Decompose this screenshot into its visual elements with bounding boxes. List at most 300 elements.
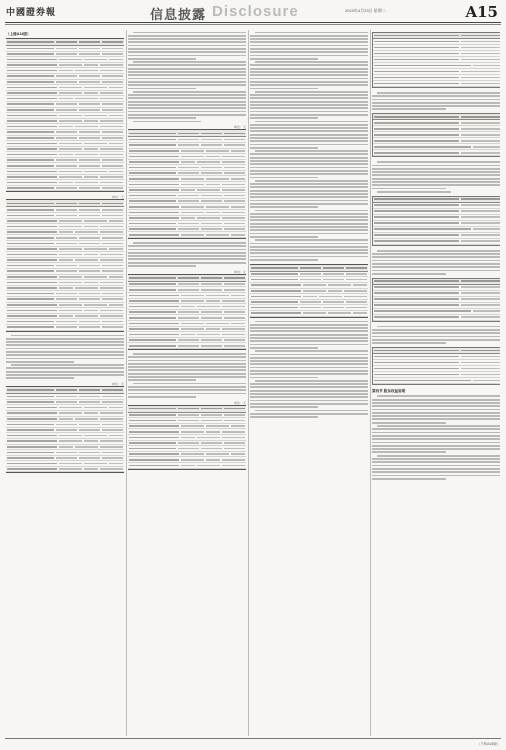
table-cell: [59, 310, 82, 312]
table-cell: [7, 120, 57, 122]
text-line: [372, 342, 446, 344]
text-line: [250, 416, 318, 418]
table-cell: [201, 228, 222, 230]
table-cell: [222, 437, 245, 439]
table-cell: [7, 282, 57, 284]
table-cell: [224, 228, 245, 230]
text-line: [372, 405, 500, 407]
newspaper-logo: 中國證券報: [6, 8, 57, 18]
table-cell: [201, 167, 222, 169]
table-cell: [7, 298, 54, 300]
text-line: [128, 373, 246, 375]
table-cell: [300, 301, 321, 303]
table-cell: [56, 215, 77, 217]
table-cell: [84, 92, 98, 94]
table-cell: [222, 431, 245, 433]
header-cell: [374, 350, 459, 352]
table-cell: [178, 345, 199, 347]
header-cell: [56, 203, 77, 205]
table-row: [6, 186, 124, 192]
table-header: [250, 265, 368, 272]
table-cell: [353, 312, 367, 314]
text-line: [128, 262, 246, 264]
text-line: [372, 432, 500, 434]
text-line: [11, 335, 124, 337]
table-cell: [100, 120, 123, 122]
text-line: [250, 58, 318, 60]
header-cell: [374, 35, 459, 37]
text-line: [372, 409, 500, 411]
table-cell: [102, 103, 123, 105]
table-cell: [79, 165, 100, 167]
header-cell: [461, 35, 500, 37]
text-line: [377, 425, 500, 427]
table-cell: [84, 282, 98, 284]
table-cell: [7, 231, 57, 233]
table-cell: [251, 273, 298, 275]
table-cell: [231, 234, 245, 236]
table-cell: [461, 134, 500, 136]
table-cell: [84, 407, 107, 409]
table-cell: [251, 290, 301, 292]
table-cell: [84, 304, 107, 306]
text-line: [128, 45, 246, 47]
text-line: [255, 410, 368, 412]
table-cell: [201, 420, 222, 422]
table-cell: [346, 301, 367, 303]
table-cell: [84, 59, 107, 61]
table-cell: [7, 75, 54, 77]
table-cell: [222, 459, 245, 461]
table-cell: [300, 279, 321, 281]
table-cell: [374, 298, 459, 300]
table-cell: [56, 265, 77, 267]
table-cell: [100, 226, 123, 228]
table-cell: [102, 401, 123, 403]
header-cell: [56, 41, 77, 43]
info-table: [372, 113, 500, 157]
table-cell: [56, 424, 77, 426]
text-line: [250, 363, 368, 365]
table-cell: [79, 452, 100, 454]
table-cell: [102, 243, 123, 245]
table-cell: [56, 396, 77, 398]
table-cell: [102, 265, 123, 267]
table-cell: [59, 463, 82, 465]
table-cell: [181, 459, 204, 461]
table-cell: [109, 115, 123, 117]
text-line: [250, 393, 368, 395]
financial-table: [250, 264, 368, 318]
table-cell: [84, 220, 107, 222]
text-line: [255, 350, 368, 352]
text-line: [128, 379, 196, 381]
text-line: [255, 91, 368, 93]
text-line: [250, 68, 368, 70]
table-cell: [201, 289, 222, 291]
table-cell: [323, 307, 344, 309]
text-line: [250, 390, 368, 392]
table-cell: [7, 429, 54, 431]
text-line: [250, 236, 318, 238]
text-line: [128, 35, 246, 37]
table-cell: [59, 115, 82, 117]
table-cell: [178, 167, 199, 169]
table-cell: [461, 286, 500, 288]
table-row: [128, 463, 246, 469]
table-cell: [344, 290, 367, 292]
text-line: [372, 418, 500, 420]
table-cell: [56, 298, 77, 300]
table-cell: [59, 126, 73, 128]
table-cell: [181, 206, 204, 208]
table-cell: [100, 412, 123, 414]
table-cell: [7, 115, 57, 117]
table-cell: [109, 276, 123, 278]
table-cell: [7, 103, 54, 105]
header-cell: [461, 198, 500, 200]
table-cell: [328, 290, 342, 292]
table-cell: [222, 184, 245, 186]
table-cell: [75, 315, 98, 317]
table-cell: [109, 407, 123, 409]
table-cell: [100, 92, 123, 94]
text-line: [255, 150, 368, 152]
text-line: [128, 114, 246, 116]
table-cell: [75, 70, 98, 72]
text-line: [128, 389, 246, 391]
table-cell: [197, 437, 220, 439]
table-cell: [7, 468, 57, 470]
text-line: [250, 117, 318, 119]
table-cell: [102, 396, 123, 398]
table-cell: [461, 59, 500, 61]
table-cell: [129, 234, 179, 236]
table-cell: [56, 270, 77, 272]
text-line: [128, 55, 246, 57]
table-cell: [100, 259, 123, 261]
text-line: [372, 102, 500, 104]
table-cell: [59, 87, 82, 89]
table-cell: [129, 420, 176, 422]
table-cell: [102, 452, 123, 454]
table-cell: [7, 452, 54, 454]
unit-note: 单位：元: [111, 382, 124, 387]
table-cell: [374, 204, 459, 206]
table-cell: [59, 226, 82, 228]
text-line: [250, 193, 368, 195]
table-cell: [79, 293, 100, 295]
table-cell: [56, 75, 77, 77]
table-cell: [224, 442, 245, 444]
text-line: [372, 458, 500, 460]
table-cell: [231, 178, 245, 180]
table-cell: [461, 128, 500, 130]
table-cell: [7, 287, 57, 289]
table-cell: [109, 220, 123, 222]
table-cell: [59, 154, 73, 156]
table-cell: [181, 334, 195, 336]
table-cell: [7, 209, 54, 211]
table-cell: [59, 254, 82, 256]
table-cell: [129, 172, 176, 174]
table-cell: [7, 165, 54, 167]
table-cell: [206, 184, 220, 186]
header-cell: [201, 408, 222, 410]
text-line: [250, 38, 368, 40]
text-line: [255, 239, 368, 241]
table-cell: [7, 98, 57, 100]
table-cell: [7, 412, 57, 414]
table-cell: [231, 206, 245, 208]
table-cell: [56, 237, 77, 239]
column-divider: [370, 30, 371, 736]
table-cell: [181, 306, 195, 308]
table-cell: [59, 259, 73, 261]
table-cell: [178, 223, 199, 225]
text-line: [128, 41, 246, 43]
text-line: [250, 377, 318, 379]
table-cell: [102, 457, 123, 459]
text-line: [128, 74, 246, 76]
body-text: [372, 161, 500, 192]
table-cell: [79, 429, 100, 431]
table-cell: [7, 81, 54, 83]
text-line: [250, 223, 368, 225]
text-line: [250, 163, 368, 165]
table-cell: [181, 465, 195, 467]
table-cell: [181, 425, 204, 427]
table-cell: [79, 159, 100, 161]
table-cell: [129, 189, 179, 191]
table-cell: [319, 296, 342, 298]
table-cell: [102, 75, 123, 77]
text-line: [377, 191, 451, 193]
table-cell: [231, 295, 245, 297]
table-cell: [59, 70, 73, 72]
header-cell: [7, 389, 54, 391]
table-cell: [251, 296, 301, 298]
table-cell: [79, 326, 100, 328]
table-cell: [374, 210, 459, 212]
header-cell: [461, 280, 500, 282]
table-cell: [102, 321, 123, 323]
table-cell: [201, 442, 222, 444]
table-cell: [59, 98, 73, 100]
table-cell: [197, 465, 220, 467]
table-cell: [102, 293, 123, 295]
text-line: [372, 260, 500, 262]
text-line: [250, 330, 368, 332]
table-cell: [79, 103, 100, 105]
text-line: [250, 203, 368, 205]
table-cell: [7, 48, 54, 50]
table-cell: [100, 315, 123, 317]
text-line: [250, 101, 368, 103]
text-line: [128, 64, 246, 66]
text-line: [250, 107, 368, 109]
text-line: [250, 219, 368, 221]
table-cell: [461, 362, 500, 364]
table-cell: [56, 457, 77, 459]
table-cell: [7, 226, 57, 228]
text-line: [128, 38, 246, 40]
table-cell: [56, 187, 77, 189]
table-cell: [102, 187, 123, 189]
text-line: [133, 242, 246, 244]
table-cell: [231, 425, 245, 427]
table-cell: [109, 171, 123, 173]
table-cell: [181, 161, 195, 163]
table-cell: [178, 317, 199, 319]
text-line: [372, 178, 500, 180]
table-cell: [374, 41, 459, 43]
table-cell: [100, 148, 123, 150]
table-cell: [7, 315, 57, 317]
text-line: [128, 104, 246, 106]
table-cell: [461, 204, 500, 206]
table-cell: [224, 289, 245, 291]
table-cell: [100, 70, 123, 72]
table-cell: [129, 431, 179, 433]
financial-table: [128, 405, 246, 470]
table-cell: [473, 65, 500, 67]
text-line: [372, 468, 500, 470]
table-cell: [129, 459, 179, 461]
table-cell: [374, 53, 459, 55]
table-cell: [7, 159, 54, 161]
text-line: [250, 124, 368, 126]
table-cell: [344, 296, 367, 298]
table-cell: [346, 273, 367, 275]
table-cell: [461, 222, 500, 224]
text-line: [250, 74, 368, 76]
text-line: [128, 252, 246, 254]
text-line: [372, 108, 446, 110]
info-table: [372, 347, 500, 385]
table-cell: [224, 139, 245, 141]
table-cell: [461, 368, 500, 370]
table-cell: [75, 231, 98, 233]
table-header: [128, 275, 246, 282]
table-cell: [59, 220, 82, 222]
table-cell: [7, 457, 54, 459]
text-line: [372, 263, 500, 265]
table-cell: [56, 452, 77, 454]
text-line: [128, 376, 246, 378]
text-line: [250, 55, 368, 57]
table-cell: [374, 222, 459, 224]
text-line: [6, 358, 124, 360]
table-cell: [374, 140, 459, 142]
text-line: [250, 344, 368, 346]
table-cell: [129, 425, 179, 427]
table-cell: [102, 137, 123, 139]
text-line: [250, 196, 368, 198]
text-line: [372, 165, 500, 167]
table-cell: [79, 209, 100, 211]
table-cell: [109, 463, 123, 465]
table-cell: [59, 231, 73, 233]
body-text: [372, 250, 500, 275]
table-cell: [84, 115, 107, 117]
table-cell: [374, 286, 459, 288]
text-line: [255, 32, 368, 34]
text-line: [372, 442, 500, 444]
table-cell: [224, 283, 245, 285]
table-cell: [84, 176, 98, 178]
table-cell: [129, 223, 176, 225]
table-cell: [461, 374, 500, 376]
table-cell: [84, 276, 107, 278]
header-cell: [224, 277, 245, 279]
text-line: [6, 351, 124, 353]
table-cell: [7, 64, 57, 66]
table-cell: [100, 98, 123, 100]
unit-note: 单位：元: [233, 269, 246, 274]
table-cell: [461, 292, 500, 294]
table-cell: [201, 339, 222, 341]
text-line: [372, 174, 500, 176]
table-cell: [181, 212, 204, 214]
text-line: [372, 181, 500, 183]
text-line: [372, 329, 500, 331]
text-line: [250, 94, 368, 96]
table-cell: [374, 59, 459, 61]
table-cell: [222, 306, 245, 308]
table-cell: [79, 298, 100, 300]
text-line: [128, 78, 246, 80]
table-cell: [75, 418, 98, 420]
text-line: [128, 111, 246, 113]
table-cell: [461, 240, 500, 242]
header-cell: [178, 277, 199, 279]
table-cell: [473, 146, 500, 148]
table-cell: [84, 435, 107, 437]
table-cell: [59, 468, 82, 470]
text-line: [128, 265, 196, 267]
text-line: [133, 121, 201, 123]
text-line: [6, 361, 74, 363]
table-cell: [59, 446, 73, 448]
table-cell: [197, 217, 220, 219]
text-line: [250, 354, 368, 356]
table-cell: [59, 171, 82, 173]
text-line: [372, 339, 500, 341]
header-cell: [102, 41, 123, 43]
info-table: [372, 32, 500, 88]
table-cell: [7, 143, 57, 145]
table-row: [373, 378, 500, 384]
table-cell: [7, 418, 57, 420]
table-cell: [181, 295, 204, 297]
table-cell: [7, 270, 54, 272]
table-cell: [59, 92, 82, 94]
header-cell: [79, 389, 100, 391]
table-cell: [129, 317, 176, 319]
table-row: [373, 81, 500, 87]
table-cell: [374, 362, 459, 364]
text-line: [250, 347, 318, 349]
table-cell: [102, 209, 123, 211]
table-cell: [473, 380, 500, 382]
table-cell: [56, 293, 77, 295]
table-cell: [79, 137, 100, 139]
table-cell: [7, 131, 54, 133]
table-cell: [59, 315, 73, 317]
continued-note: （下转A16版）: [477, 742, 500, 746]
table-cell: [206, 206, 229, 208]
